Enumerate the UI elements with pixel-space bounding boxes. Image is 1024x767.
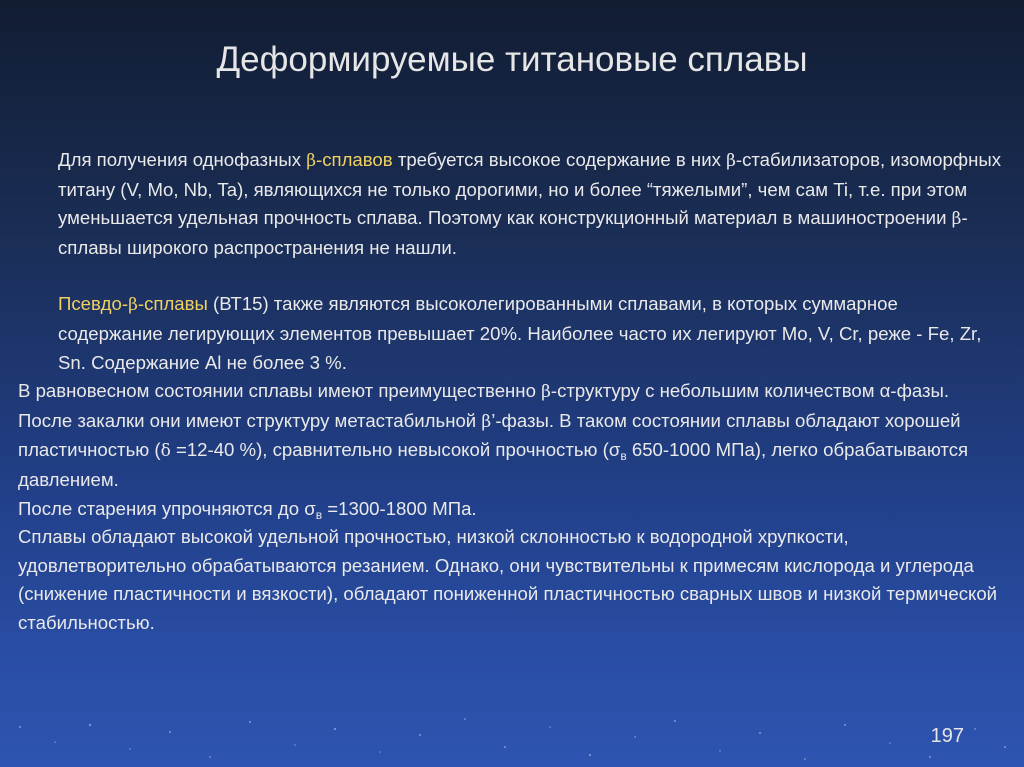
text-span: (ВТ15) также являются высоколегированными сплавами, в которых суммарное содержание легирующих элементов превышает 20%. Наиболее часто их легируют Mo, V, Cr, реже - Fe, Zr, Sn. Содержание Al не более 3 %. — [58, 293, 982, 373]
beta-symbol: β — [726, 151, 736, 171]
paragraph-quenching — [18, 407, 1003, 495]
text-span: После закалки они имеют структуру метастабильной — [18, 409, 482, 431]
beta-symbol: β — [951, 209, 962, 230]
starfield-decoration — [0, 707, 1024, 767]
text-span: -стабилизаторов, изоморфных титану (V, Mo, Nb, Ta), являющихся не только дорогими, но и более “тяжелыми”, чем сам Ti, т.е. при этом уменьшается удельная прочность сплава. Поэтому как конструкционный материал в машиностроении — [58, 149, 1002, 229]
text-span: Для получения однофазных — [58, 149, 307, 170]
delta-symbol: δ — [160, 441, 171, 462]
subscript-v: в — [620, 449, 627, 464]
paragraph-beta-alloys — [18, 146, 1003, 262]
paragraph-gap — [18, 262, 1003, 290]
slide-body — [18, 146, 1003, 638]
text-span: В равновесном состоянии сплавы имеют преимущественно — [18, 380, 542, 402]
text-span: =1300-1800 МПа. — [322, 497, 477, 519]
beta-symbol: β — [128, 295, 138, 316]
paragraph-aging — [18, 495, 1003, 524]
beta-symbol: β — [541, 382, 551, 403]
subscript-v: в — [315, 507, 323, 522]
highlight-pseudo-beta — [58, 293, 208, 314]
text-span: ’-фазы. В таком состоянии сплавы обладают хорошей пластичностью ( — [18, 409, 961, 461]
text-span: =12-40 %), сравнительно невысокой прочностью (σ — [170, 439, 621, 461]
beta-symbol: β — [306, 151, 317, 171]
text-span: Псевдо- — [58, 293, 129, 315]
slide-title: Деформируемые титановые сплавы — [216, 40, 808, 79]
paragraph-properties — [18, 523, 1003, 637]
text-span: -структуру с небольшим количеством α-фазы. — [550, 380, 950, 402]
text-span: требуется высокое содержание в них — [392, 149, 727, 170]
paragraph-pseudo-beta — [18, 290, 1003, 377]
text-span: После старения упрочняются до σ — [18, 497, 316, 519]
paragraph-equilibrium — [18, 377, 1003, 407]
text-span: -сплавы — [137, 293, 208, 315]
text-span: -сплавы широкого распространения не нашли. — [58, 207, 968, 258]
highlight-beta-alloys — [306, 149, 392, 170]
beta-symbol: β — [481, 411, 492, 432]
text-span: 650-1000 МПа), легко обрабатываются давлением. — [18, 439, 969, 490]
text-span: -сплавов — [316, 149, 393, 170]
page-number: 197 — [930, 725, 964, 747]
text-span: Сплавы обладают высокой удельной прочностью, низкой склонностью к водородной хрупкости, удовлетворительно обрабатываются резанием. Однако, они чувствительны к примесям кислорода и углерода (снижение пластичности и вязкости), обладают пониженной пластичностью сварных швов и низкой термической стабильностью. — [18, 526, 998, 633]
